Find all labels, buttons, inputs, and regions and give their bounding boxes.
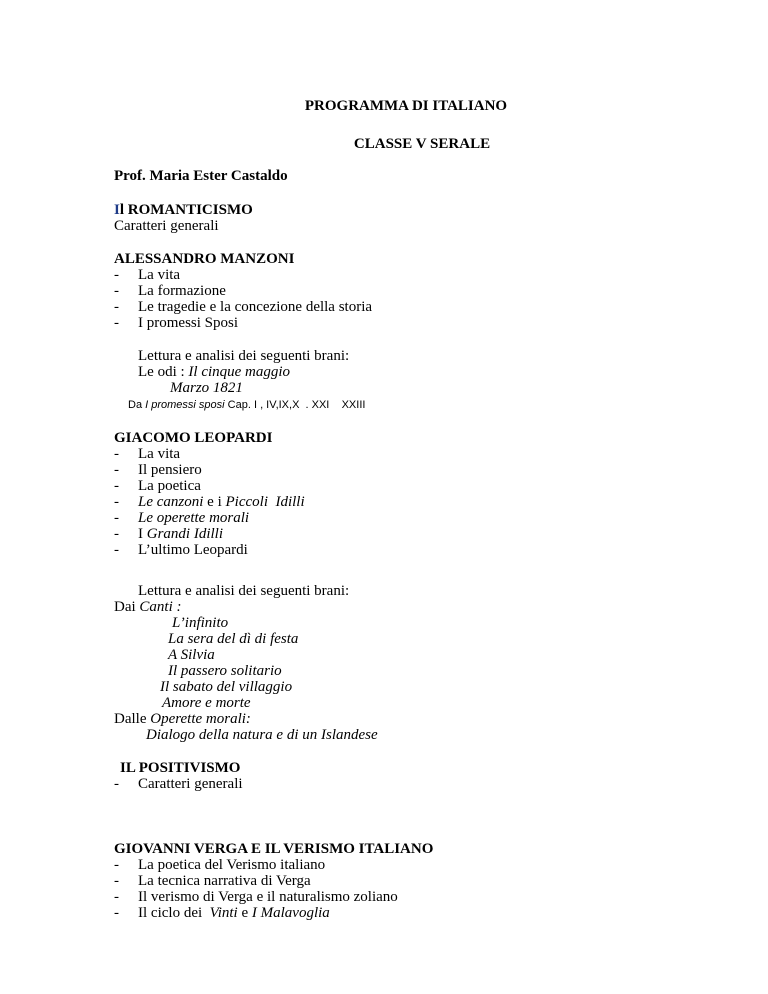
list-item: - La tecnica narrativa di Verga xyxy=(114,873,311,889)
page-title: PROGRAMMA DI ITALIANO xyxy=(304,98,508,114)
list-item: - I Grandi Idilli xyxy=(114,526,224,542)
list-item: - Caratteri generali xyxy=(114,776,243,792)
canti-item: A Silvia xyxy=(168,647,215,663)
canti-item: Il passero solitario xyxy=(168,663,282,679)
manzoni-odi: Le odi : Il cinque maggio xyxy=(138,364,291,380)
canti-item: L’infinito xyxy=(172,615,229,631)
list-item: - Le operette morali xyxy=(114,510,250,526)
leopardi-readings-intro: Lettura e analisi dei seguenti brani: xyxy=(138,583,350,599)
list-item: - La formazione xyxy=(114,283,226,299)
section-heading-positivismo: IL POSITIVISMO xyxy=(120,760,241,776)
list-item: - La vita xyxy=(114,446,181,462)
canti-item: Il sabato del villaggio xyxy=(160,679,293,695)
heading-initial: I xyxy=(114,202,120,218)
list-item: - Il ciclo dei Vinti e I Malavoglia xyxy=(114,905,330,921)
teacher-name: Prof. Maria Ester Castaldo xyxy=(114,168,288,184)
leopardi-operette-label: Dalle Operette morali: xyxy=(114,711,251,727)
romanticismo-subtitle: Caratteri generali xyxy=(114,218,219,234)
list-item: - La poetica xyxy=(114,478,201,494)
list-item: - Le tragedie e la concezione della storia xyxy=(114,299,373,315)
canti-item: La sera del dì di festa xyxy=(168,631,299,647)
list-item: - Il verismo di Verga e il naturalismo zoliano xyxy=(114,889,398,905)
leopardi-canti-label: Dai Canti : xyxy=(114,599,182,615)
list-item: - La vita xyxy=(114,267,181,283)
canti-item: Amore e morte xyxy=(162,695,251,711)
section-heading-verga: GIOVANNI VERGA E IL VERISMO ITALIANO xyxy=(114,841,434,857)
list-item: - La poetica del Verismo italiano xyxy=(114,857,326,873)
section-heading-leopardi: GIACOMO LEOPARDI xyxy=(114,430,273,446)
operette-item: Dialogo della natura e di un Islandese xyxy=(146,727,378,743)
heading-rest: l ROMANTICISMO xyxy=(119,202,253,218)
manzoni-odi-2: Marzo 1821 xyxy=(170,380,243,396)
manzoni-promessi-chapters: Da I promessi sposi Cap. I , IV,IX,X . XXI XXIII xyxy=(128,399,366,411)
list-item: - I promessi Sposi xyxy=(114,315,239,331)
manzoni-readings-intro: Lettura e analisi dei seguenti brani: xyxy=(138,348,350,364)
section-heading-manzoni: ALESSANDRO MANZONI xyxy=(114,251,295,267)
class-subtitle: CLASSE V SERALE xyxy=(353,136,491,152)
list-item: - L’ultimo Leopardi xyxy=(114,542,248,558)
section-heading-romanticismo xyxy=(114,202,253,218)
list-item: - Il pensiero xyxy=(114,462,202,478)
list-item: - Le canzoni e i Piccoli Idilli xyxy=(114,494,305,510)
